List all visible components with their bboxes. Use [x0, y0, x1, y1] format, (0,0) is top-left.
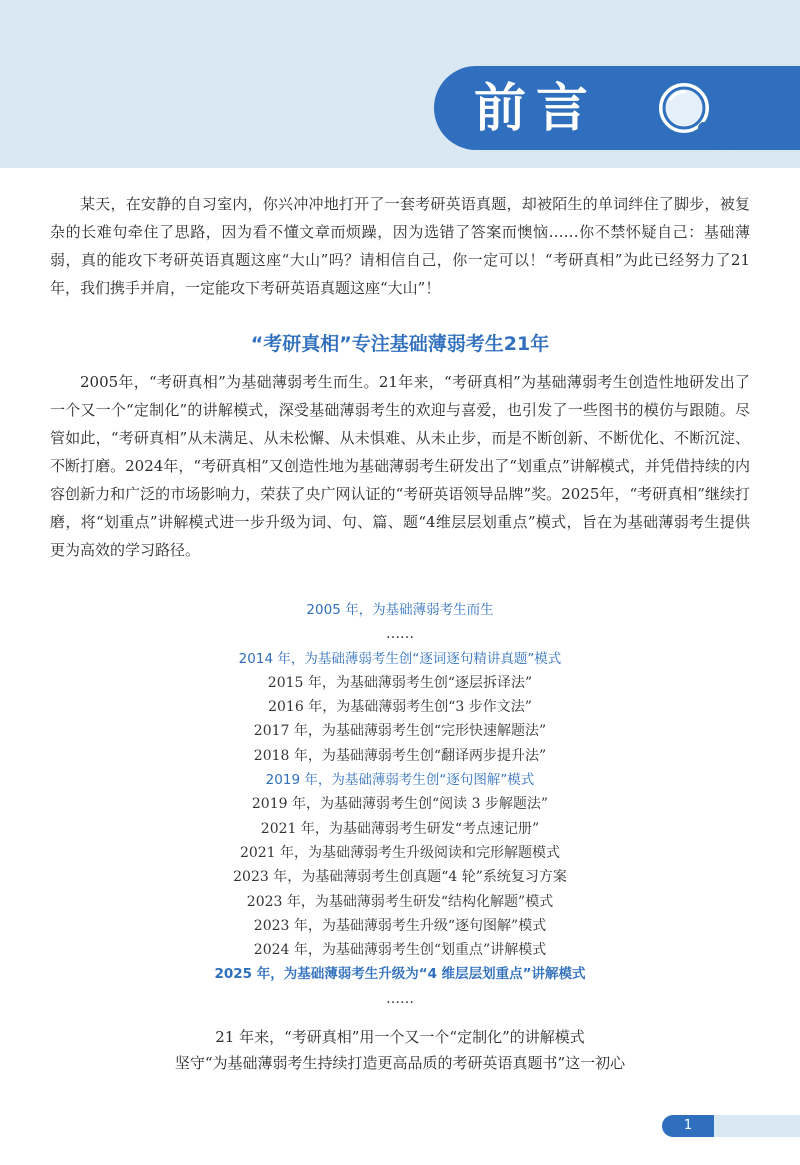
magnifier-icon	[634, 70, 744, 150]
timeline-item: 2019 年，为基础薄弱考生创“阅读 3 步解题法”	[251, 796, 549, 813]
closing-line: 21 年来，“考研真相”用一个又一个“定制化”的讲解模式	[215, 1028, 585, 1046]
timeline-item: 2017 年，为基础薄弱考生创“完形快速解题法”	[253, 723, 547, 740]
timeline-item: 2014 年，为基础薄弱考生创“逐词逐句精讲真题”模式	[238, 650, 562, 667]
timeline-item: 2023 年，为基础薄弱考生创真题“4 轮”系统复习方案	[233, 869, 567, 886]
timeline-item: 2024 年，为基础薄弱考生创“划重点”讲解模式	[253, 942, 547, 959]
timeline-item: 2005 年，为基础薄弱考生而生	[306, 602, 494, 618]
closing-lines	[0, 1024, 800, 1076]
body-paragraph: 2005年，“考研真相”为基础薄弱考生而生。21年来，“考研真相”为基础薄弱考生创造性地研发出了一个又一个“定制化”的讲解模式，深受基础薄弱考生的欢迎与喜爱，也引发了一些图书的模仿与跟随。尽管如此，“考研真相”从未满足、从未松懈、从未惧难、从未止步，而是不断创新、不断优化、不断沉淀、不断打磨。2024年，“考研真相”又创造性地为基础薄弱考生研发出了“划重点”讲解模式，并凭借持续的内容创新力和广泛的市场影响力，荣获了央广网认证的“考研英语领导品牌”奖。2025年，“考研真相”继续打磨，将“划重点”讲解模式进一步升级为词、句、篇、题“4维层层划重点”模式，旨在为基础薄弱考生提供更为高效的学习路径。	[50, 373, 750, 559]
section-subtitle: “考研真相”专注基础薄弱考生21年	[250, 333, 550, 355]
timeline-item: 2018 年，为基础薄弱考生创“翻译两步提升法”	[253, 747, 547, 764]
intro-paragraph: 某天，在安静的自习室内，你兴冲冲地打开了一套考研英语真题，却被陌生的单词绊住了脚步，被复杂的长难句牵住了思路，因为看不懂文章而烦躁，因为选错了答案而懊恼……你不禁怀疑自己：基础薄弱，真的能攻下考研英语真题这座“大山”吗？请相信自己，你一定可以！“考研真相”为此已经努力了21年，我们携手并肩，一定能攻下考研英语真题这座“大山”！	[50, 195, 750, 297]
timeline-item: ……	[386, 990, 414, 1007]
timeline-item: 2021 年，为基础薄弱考生研发“考点速记册”	[260, 820, 540, 837]
closing-line: 坚守“为基础薄弱考生持续打造更高品质的考研英语真题书”这一初心	[174, 1054, 626, 1072]
timeline-item: 2023 年，为基础薄弱考生研发“结构化解题”模式	[246, 893, 554, 910]
timeline-item: 2025 年，为基础薄弱考生升级为“4 维层层划重点”讲解模式	[214, 966, 586, 983]
page-title: 前言	[474, 79, 599, 139]
page-number-strip	[714, 1115, 800, 1137]
timeline-item: 2015 年，为基础薄弱考生创“逐层拆译法”	[267, 674, 533, 691]
timeline-item: 2021 年，为基础薄弱考生升级阅读和完形解题模式	[239, 844, 561, 861]
timeline-item: 2023 年，为基础薄弱考生升级“逐句图解”模式	[253, 917, 547, 934]
timeline-item: ……	[386, 626, 414, 643]
timeline-list	[0, 598, 800, 1011]
page-number: 1	[683, 1118, 693, 1133]
timeline-item: 2016 年，为基础薄弱考生创“3 步作文法”	[268, 699, 532, 716]
timeline-item: 2019 年，为基础薄弱考生创“逐句图解”模式	[265, 772, 535, 789]
